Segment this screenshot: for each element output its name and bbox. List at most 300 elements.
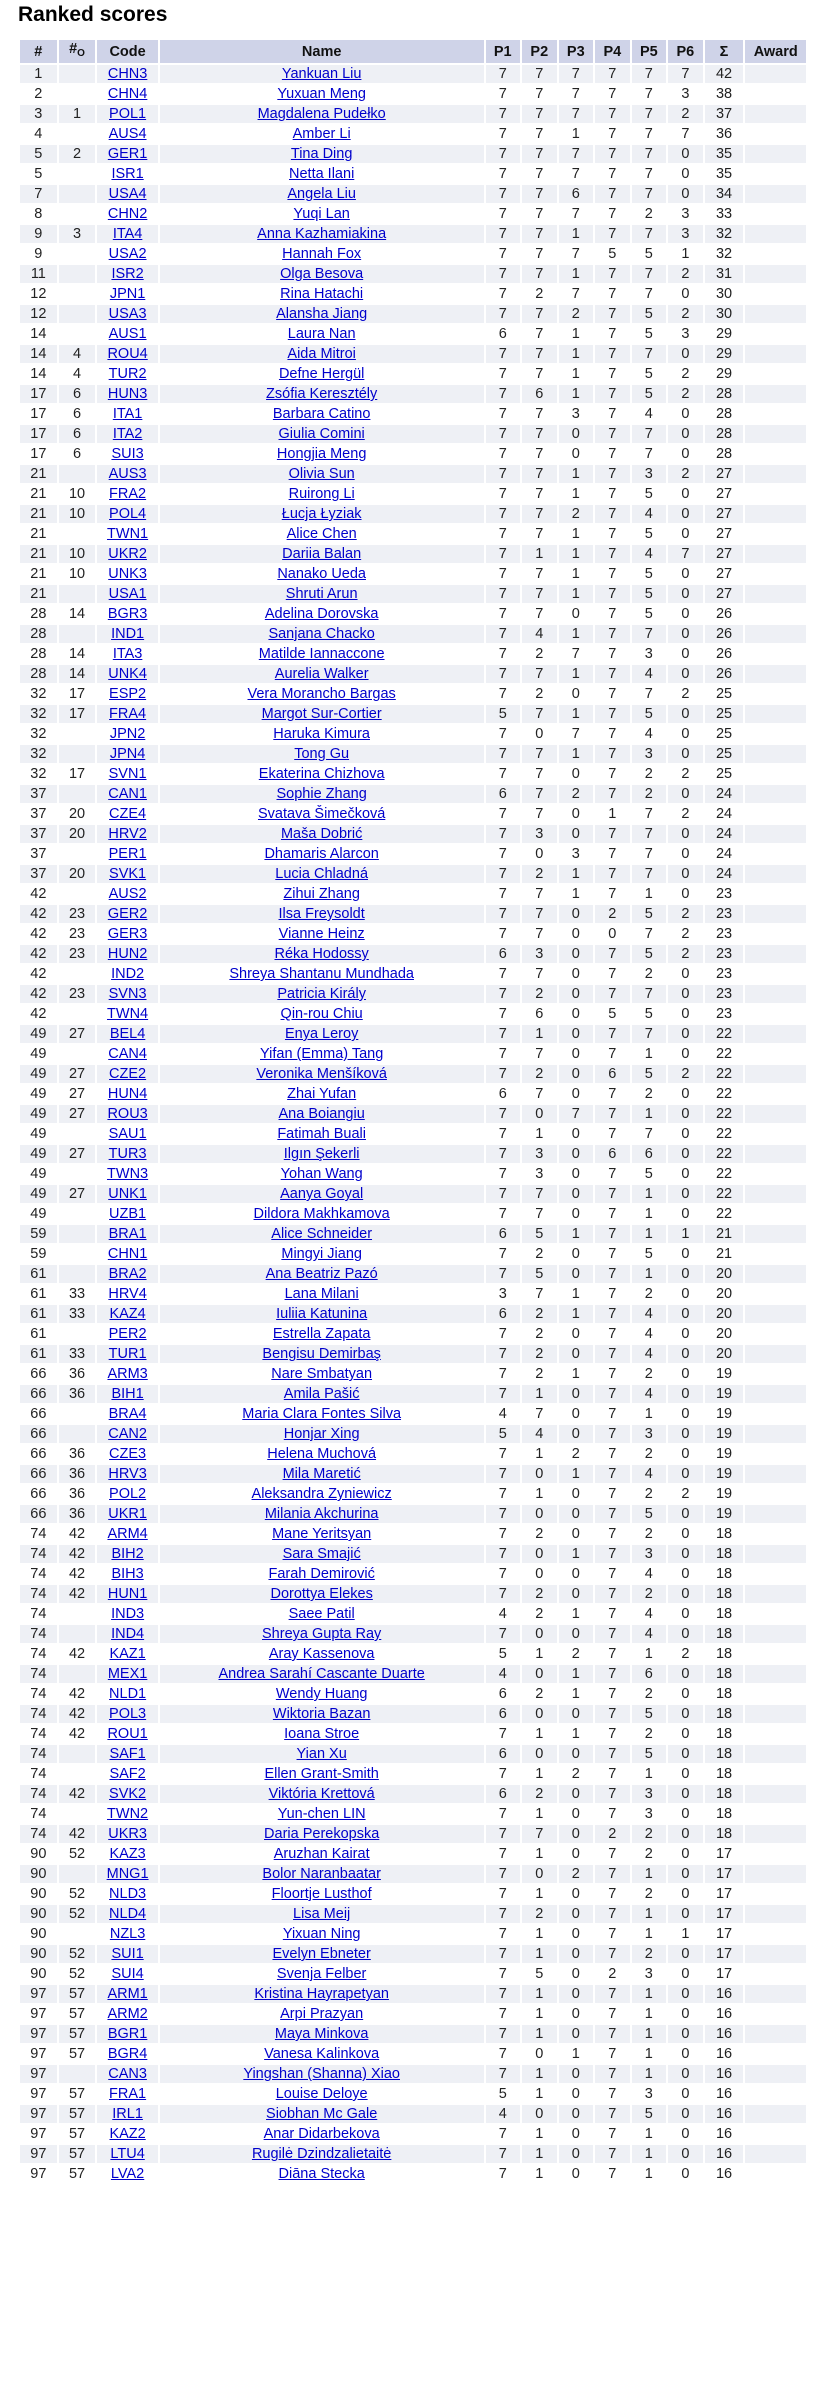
contestant-code-link[interactable]: BGR4 [107,2046,148,2062]
contestant-code-link[interactable]: KAZ2 [109,2126,146,2142]
code-cell [97,1845,157,1863]
official-rank-cell: 57 [59,2005,96,2023]
rank-cell: 21 [20,545,57,563]
contestant-code-link[interactable]: CAN2 [108,1426,147,1442]
contestant-name-link[interactable]: Nare Smbatyan [271,1366,373,1382]
official-rank-cell [59,1865,96,1883]
contestant-code-link[interactable]: CAN1 [108,786,147,802]
table-row [20,405,806,423]
contestant-code-link[interactable]: KAZ1 [109,1646,146,1662]
contestant-code-link[interactable]: FRA1 [109,2086,147,2102]
total-cell: 27 [705,545,744,563]
contestant-code-link[interactable]: BIH1 [111,1386,144,1402]
contestant-code-link[interactable]: NLD1 [109,1686,147,1702]
contestant-name-link[interactable]: Mane Yeritsyan [272,1526,372,1542]
contestant-name-link[interactable]: Ana Beatriz Pazó [265,1266,378,1282]
contestant-code-link[interactable]: USA2 [108,246,147,262]
contestant-code-link[interactable]: AUS2 [108,886,147,902]
contestant-name-link[interactable]: Yingshan (Shanna) Xiao [243,2066,400,2082]
contestant-name-link[interactable]: Ilsa Freysoldt [278,906,365,922]
p1-cell: 7 [486,765,521,783]
rank-cell: 59 [20,1225,57,1243]
p2-cell: 0 [522,1705,557,1723]
rank-cell: 97 [20,1985,57,2003]
contestant-name-link[interactable]: Margot Sur-Cortier [261,706,382,722]
contestant-name-link[interactable]: Svenja Felber [276,1966,367,1982]
p6-cell: 0 [668,2045,703,2063]
table-row [20,1965,806,1983]
p1-cell: 7 [486,1005,521,1023]
contestant-code-link[interactable]: SVK1 [109,866,147,882]
contestant-code-link[interactable]: BIH3 [111,1566,144,1582]
contestant-name-link[interactable]: Magdalena Pudełko [257,106,386,122]
contestant-code-link[interactable]: HUN4 [107,1086,148,1102]
contestant-name-link[interactable]: Ellen Grant-Smith [264,1766,379,1782]
contestant-code-link[interactable]: ESP2 [109,686,147,702]
contestant-name-link[interactable]: Dorottya Elekes [270,1586,373,1602]
contestant-name-link[interactable]: Zsófia Keresztély [266,386,378,402]
contestant-name-link[interactable]: Łucja Łyziak [281,506,362,522]
contestant-code-link[interactable]: POL2 [109,1486,147,1502]
contestant-name-link[interactable]: Shreya Gupta Ray [262,1626,382,1642]
contestant-code-link[interactable]: TWN4 [107,1006,149,1022]
contestant-code-link[interactable]: JPN1 [109,286,146,302]
contestant-name-link[interactable]: Farah Demirović [268,1566,375,1582]
total-cell: 17 [705,1905,744,1923]
contestant-code-link[interactable]: BEL4 [109,1026,146,1042]
name-cell [160,565,484,583]
contestant-name-link[interactable]: Lana Milani [284,1286,359,1302]
official-rank-cell: 57 [59,2085,96,2103]
contestant-name-link[interactable]: Maša Dobrić [280,826,363,842]
contestant-name-link[interactable]: Viktória Krettová [268,1786,375,1802]
contestant-name-link[interactable]: Diāna Stecka [278,2166,365,2182]
contestant-name-link[interactable]: Mila Maretić [282,1466,361,1482]
contestant-name-link[interactable]: Ana Boiangiu [278,1106,365,1122]
contestant-name-link[interactable]: Netta Ilani [289,166,355,182]
contestant-code-link[interactable]: IND4 [111,1626,145,1642]
contestant-code-link[interactable]: CHN2 [107,206,148,222]
code-cell [97,405,157,423]
contestant-code-link[interactable]: MNG1 [106,1866,149,1882]
p2-cell: 0 [522,1625,557,1643]
p2-cell: 2 [522,1525,557,1543]
contestant-name-link[interactable]: Yuqi Lan [293,206,350,222]
contestant-name-link[interactable]: Sanjana Chacko [268,626,375,642]
contestant-code-link[interactable]: TUR3 [108,1146,147,1162]
contestant-name-link[interactable]: Shruti Arun [285,586,358,602]
contestant-code-link[interactable]: SAF2 [109,1766,146,1782]
code-cell [97,785,157,803]
contestant-code-link[interactable]: ROU1 [107,1726,148,1742]
contestant-code-link[interactable]: SAF1 [109,1746,146,1762]
contestant-name-link[interactable]: Aanya Goyal [280,1186,364,1202]
contestant-code-link[interactable]: HRV4 [108,1286,147,1302]
contestant-code-link[interactable]: PER1 [108,846,147,862]
contestant-name-link[interactable]: Veronika Menšíková [256,1066,387,1082]
contestant-name-link[interactable]: Réka Hodossy [274,946,369,962]
contestant-name-link[interactable]: Floortje Lusthof [271,1886,372,1902]
contestant-code-link[interactable]: SVN1 [108,766,147,782]
contestant-code-link[interactable]: ARM2 [107,2006,148,2022]
contestant-code-link[interactable]: GER3 [107,926,148,942]
contestant-name-link[interactable]: Tina Ding [290,146,353,162]
p1-cell: 7 [486,425,521,443]
contestant-name-link[interactable]: Andrea Sarahí Cascante Duarte [218,1666,425,1682]
contestant-code-link[interactable]: ARM1 [107,1986,148,2002]
contestant-name-link[interactable]: Evelyn Ebneter [272,1946,371,1962]
contestant-name-link[interactable]: Milania Akchurina [264,1506,379,1522]
contestant-code-link[interactable]: CZE3 [109,1446,147,1462]
contestant-code-link[interactable]: ROU3 [107,1106,148,1122]
contestant-code-link[interactable]: PER2 [108,1326,147,1342]
name-cell [160,2085,484,2103]
contestant-name-link[interactable]: Dariia Balan [282,546,362,562]
contestant-code-link[interactable]: LTU4 [110,2146,145,2162]
contestant-name-link[interactable]: Vera Morancho Bargas [247,686,396,702]
contestant-code-link[interactable]: POL3 [109,1706,147,1722]
contestant-code-link[interactable]: ITA3 [112,646,143,662]
contestant-name-link[interactable]: Rugilė Dzindzalietaitė [251,2146,392,2162]
contestant-name-link[interactable]: Vianne Heinz [278,926,365,942]
contestant-name-link[interactable]: Vanesa Kalinkova [264,2046,380,2062]
rank-cell: 74 [20,1545,57,1563]
rank-cell: 42 [20,985,57,1003]
contestant-code-link[interactable]: CZE4 [109,806,147,822]
name-cell [160,625,484,643]
award-cell [745,225,806,243]
contestant-code-link[interactable]: IND1 [111,626,145,642]
contestant-name-link[interactable]: Ruirong Li [288,486,355,502]
contestant-code-link[interactable]: JPN2 [109,726,146,742]
p1-cell: 4 [486,1665,521,1683]
contestant-name-link[interactable]: Honjar Xing [283,1426,360,1442]
p4-cell: 7 [595,1425,630,1443]
contestant-code-link[interactable]: ARM3 [107,1366,148,1382]
contestant-name-link[interactable]: Aleksandra Zyniewicz [251,1486,392,1502]
contestant-code-link[interactable]: ARM4 [107,1526,148,1542]
contestant-name-link[interactable]: Siobhan Mc Gale [266,2106,378,2122]
contestant-name-link[interactable]: Dhamaris Alarcon [264,846,379,862]
contestant-code-link[interactable]: CAN4 [108,1046,147,1062]
award-cell [745,1065,806,1083]
contestant-code-link[interactable]: AUS4 [108,126,147,142]
contestant-name-link[interactable]: Anar Didarbekova [263,2126,380,2142]
table-row [20,505,806,523]
rank-cell: 49 [20,1185,57,1203]
contestant-code-link[interactable]: ROU4 [107,346,148,362]
contestant-code-link[interactable]: TWN3 [107,1166,149,1182]
table-row [20,2125,806,2143]
contestant-code-link[interactable]: BGR1 [107,2026,148,2042]
award-cell [745,265,806,283]
p3-cell: 1 [559,485,594,503]
name-cell [160,905,484,923]
p1-cell: 7 [486,2065,521,2083]
contestant-code-link[interactable]: POL1 [109,106,147,122]
contestant-code-link[interactable]: IND2 [111,966,145,982]
official-rank-cell: 57 [59,2125,96,2143]
contestant-name-link[interactable]: Zhai Yufan [287,1086,357,1102]
contestant-code-link[interactable]: HUN3 [107,386,148,402]
official-rank-cell: 42 [59,1725,96,1743]
p2-cell: 7 [522,1285,557,1303]
contestant-code-link[interactable]: POL4 [109,506,147,522]
contestant-name-link[interactable]: Angela Liu [287,186,356,202]
contestant-name-link[interactable]: Amber Li [292,126,351,142]
code-cell [97,1365,157,1383]
total-cell: 23 [705,925,744,943]
contestant-name-link[interactable]: Louise Deloye [275,2086,368,2102]
contestant-name-link[interactable]: Fatimah Buali [277,1126,366,1142]
contestant-code-link[interactable]: HUN1 [107,1586,148,1602]
p3-cell: 0 [559,1505,594,1523]
contestant-code-link[interactable]: BGR3 [107,606,148,622]
code-cell [97,805,157,823]
table-row [20,1065,806,1083]
contestant-code-link[interactable]: UKR3 [108,1826,147,1842]
p1-cell: 7 [486,985,521,1003]
contestant-name-link[interactable]: Alice Schneider [271,1226,373,1242]
contestant-name-link[interactable]: Aurelia Walker [274,666,369,682]
contestant-code-link[interactable]: KAZ4 [109,1306,146,1322]
total-cell: 20 [705,1305,744,1323]
contestant-code-link[interactable]: ITA1 [112,406,143,422]
contestant-code-link[interactable]: BRA1 [108,1226,147,1242]
name-cell [160,225,484,243]
contestant-name-link[interactable]: Sara Smajić [282,1546,361,1562]
contestant-code-link[interactable]: GER1 [107,146,148,162]
contestant-code-link[interactable]: UZB1 [109,1206,147,1222]
contestant-code-link[interactable]: MEX1 [107,1666,148,1682]
p3-cell: 0 [559,1585,594,1603]
contestant-code-link[interactable]: USA3 [108,306,147,322]
contestant-name-link[interactable]: Aruzhan Kairat [273,1846,370,1862]
p1-cell: 7 [486,905,521,923]
rank-cell: 61 [20,1305,57,1323]
contestant-code-link[interactable]: NZL3 [109,1926,146,1942]
contestant-code-link[interactable]: SVN3 [108,986,147,1002]
contestant-code-link[interactable]: CHN1 [107,1246,148,1262]
contestant-name-link[interactable]: Aray Kassenova [268,1646,375,1662]
contestant-name-link[interactable]: Saee Patil [288,1606,355,1622]
contestant-name-link[interactable]: Zihui Zhang [283,886,360,902]
contestant-name-link[interactable]: Yuxuan Meng [277,86,366,102]
contestant-code-link[interactable]: TWN1 [107,526,149,542]
total-cell: 32 [705,225,744,243]
p3-cell: 1 [559,345,594,363]
contestant-name-link[interactable]: Kristina Hayrapetyan [254,1986,389,2002]
p4-cell: 7 [595,1345,630,1363]
contestant-name-link[interactable]: Alansha Jiang [276,306,368,322]
table-row [20,1425,806,1443]
contestant-code-link[interactable]: FRA4 [109,706,147,722]
table-row [20,1025,806,1043]
contestant-name-link[interactable]: Barbara Catino [272,406,371,422]
contestant-name-link[interactable]: Helena Muchová [267,1446,377,1462]
p2-cell: 7 [522,665,557,683]
contestant-code-link[interactable]: HRV2 [108,826,147,842]
contestant-code-link[interactable]: UNK1 [108,1186,147,1202]
contestant-code-link[interactable]: TUR1 [108,1346,147,1362]
contestant-name-link[interactable]: Arpi Prazyan [280,2006,364,2022]
contestant-code-link[interactable]: TUR2 [108,366,147,382]
contestant-code-link[interactable]: SUI3 [111,446,144,462]
p1-cell: 7 [486,1565,521,1583]
code-cell [97,465,157,483]
contestant-name-link[interactable]: Yifan (Emma) Tang [260,1046,384,1062]
contestant-name-link[interactable]: Anna Kazhamiakina [257,226,387,242]
contestant-code-link[interactable]: NLD4 [109,1906,147,1922]
contestant-name-link[interactable]: Giulia Comini [278,426,365,442]
contestant-name-link[interactable]: Svatava Šimečková [257,806,386,822]
contestant-name-link[interactable]: Olga Besova [280,266,364,282]
contestant-name-link[interactable]: Sophie Zhang [276,786,367,802]
contestant-code-link[interactable]: USA4 [108,186,147,202]
contestant-name-link[interactable]: Tong Gu [294,746,350,762]
contestant-code-link[interactable]: CHN3 [107,66,148,82]
contestant-code-link[interactable]: SAU1 [108,1126,147,1142]
contestant-name-link[interactable]: Lucia Chladná [275,866,369,882]
contestant-name-link[interactable]: Shreya Shantanu Mundhada [229,966,414,982]
contestant-code-link[interactable]: CAN3 [108,2066,147,2082]
contestant-name-link[interactable]: Yankuan Liu [281,66,362,82]
table-row [20,765,806,783]
contestant-name-link[interactable]: Alice Chen [286,526,357,542]
table-row [20,1105,806,1123]
contestant-code-link[interactable]: AUS1 [108,326,147,342]
contestant-name-link[interactable]: Lisa Meij [293,1906,351,1922]
name-cell [160,1745,484,1763]
contestant-name-link[interactable]: Wiktoria Bazan [272,1706,371,1722]
p1-cell: 7 [486,185,521,203]
rank-cell: 12 [20,285,57,303]
contestant-name-link[interactable]: Nanako Ueda [277,566,366,582]
contestant-code-link[interactable]: SUI4 [111,1966,144,1982]
contestant-code-link[interactable]: SVK2 [109,1786,147,1802]
contestant-code-link[interactable]: JPN4 [109,746,146,762]
contestant-code-link[interactable]: BRA2 [108,1266,147,1282]
contestant-code-link[interactable]: HUN2 [107,946,148,962]
contestant-code-link[interactable]: IND3 [111,1606,145,1622]
contestant-code-link[interactable]: UNK4 [108,666,147,682]
contestant-code-link[interactable]: UNK3 [108,566,147,582]
contestant-code-link[interactable]: NLD3 [109,1886,147,1902]
contestant-name-link[interactable]: Maya Minkova [274,2026,369,2042]
contestant-code-link[interactable]: UKR1 [108,1506,147,1522]
contestant-name-link[interactable]: Ioana Stroe [284,1726,360,1742]
contestant-name-link[interactable]: Aida Mitroi [287,346,356,362]
name-cell [160,2105,484,2123]
total-cell: 18 [705,1785,744,1803]
p1-cell: 7 [486,305,521,323]
contestant-name-link[interactable]: Iuliia Katunina [276,1306,368,1322]
award-cell [745,1045,806,1063]
contestant-name-link[interactable]: Yohan Wang [280,1166,363,1182]
contestant-name-link[interactable]: Haruka Kimura [273,726,370,742]
contestant-name-link[interactable]: Yun-chen LIN [277,1806,366,1822]
p1-cell: 7 [486,385,521,403]
contestant-name-link[interactable]: Maria Clara Fontes Silva [242,1406,402,1422]
contestant-code-link[interactable]: KAZ3 [109,1846,146,1862]
p3-cell: 3 [559,845,594,863]
rank-cell: 32 [20,765,57,783]
contestant-code-link[interactable]: HRV3 [108,1466,147,1482]
contestant-name-link[interactable]: Estrella Zapata [272,1326,371,1342]
contestant-name-link[interactable]: Bengisu Demirbaş [262,1346,381,1362]
contestant-code-link[interactable]: BRA4 [108,1406,147,1422]
contestant-code-link[interactable]: ITA4 [112,226,143,242]
contestant-code-link[interactable]: ITA2 [112,426,143,442]
p6-cell: 0 [668,445,703,463]
contestant-code-link[interactable]: GER2 [107,906,148,922]
contestant-code-link[interactable]: CHN4 [107,86,148,102]
contestant-code-link[interactable]: USA1 [108,586,147,602]
contestant-code-link[interactable]: TWN2 [107,1806,149,1822]
contestant-name-link[interactable]: Yian Xu [296,1746,347,1762]
contestant-name-link[interactable]: Daria Perekopska [264,1826,380,1842]
p4-cell: 6 [595,1145,630,1163]
contestant-name-link[interactable]: Ilgın Şekerli [283,1146,360,1162]
p2-cell: 0 [522,1745,557,1763]
contestant-name-link[interactable]: Patricia Király [277,986,366,1002]
contestant-code-link[interactable]: FRA2 [109,486,147,502]
contestant-name-link[interactable]: Adelina Dorovska [264,606,379,622]
contestant-code-link[interactable]: ISR1 [111,166,144,182]
rank-cell: 49 [20,1165,57,1183]
award-cell [745,1085,806,1103]
contestant-code-link[interactable]: UKR2 [108,546,147,562]
contestant-code-link[interactable]: ISR2 [111,266,144,282]
contestant-name-link[interactable]: Enya Leroy [284,1026,359,1042]
p3-cell: 1 [559,1685,594,1703]
contestant-name-link[interactable]: Amila Pašić [283,1386,360,1402]
contestant-name-link[interactable]: Yixuan Ning [282,1926,361,1942]
rank-cell: 61 [20,1265,57,1283]
p6-cell: 0 [668,1665,703,1683]
contestant-code-link[interactable]: BIH2 [111,1546,144,1562]
contestant-name-link[interactable]: Defne Hergül [278,366,365,382]
p6-cell: 2 [668,945,703,963]
p2-cell: 2 [522,1785,557,1803]
contestant-code-link[interactable]: SUI1 [111,1946,144,1962]
contestant-name-link[interactable]: Matilde Iannaccone [258,646,385,662]
contestant-code-link[interactable]: CZE2 [109,1066,147,1082]
name-cell [160,2025,484,2043]
contestant-code-link[interactable]: LVA2 [110,2166,145,2182]
contestant-name-link[interactable]: Rina Hatachi [280,286,364,302]
contestant-name-link[interactable]: Dildora Makhkamova [253,1206,390,1222]
contestant-name-link[interactable]: Wendy Huang [275,1686,368,1702]
contestant-name-link[interactable]: Laura Nan [287,326,356,342]
p2-cell: 1 [522,2065,557,2083]
contestant-name-link[interactable]: Hongjia Meng [276,446,367,462]
contestant-code-link[interactable]: IRL1 [112,2106,143,2122]
official-rank-cell: 33 [59,1305,96,1323]
contestant-name-link[interactable]: Ekaterina Chizhova [258,766,385,782]
rank-cell: 17 [20,425,57,443]
rank-cell: 66 [20,1485,57,1503]
contestant-code-link[interactable]: AUS3 [108,466,147,482]
contestant-name-link[interactable]: Qin-rou Chiu [280,1006,363,1022]
award-cell [745,785,806,803]
contestant-name-link[interactable]: Bolor Naranbaatar [262,1866,381,1882]
contestant-name-link[interactable]: Hannah Fox [282,246,362,262]
contestant-name-link[interactable]: Mingyi Jiang [281,1246,362,1262]
p3-cell: 0 [559,965,594,983]
p3-cell: 7 [559,205,594,223]
contestant-name-link[interactable]: Olivia Sun [288,466,355,482]
